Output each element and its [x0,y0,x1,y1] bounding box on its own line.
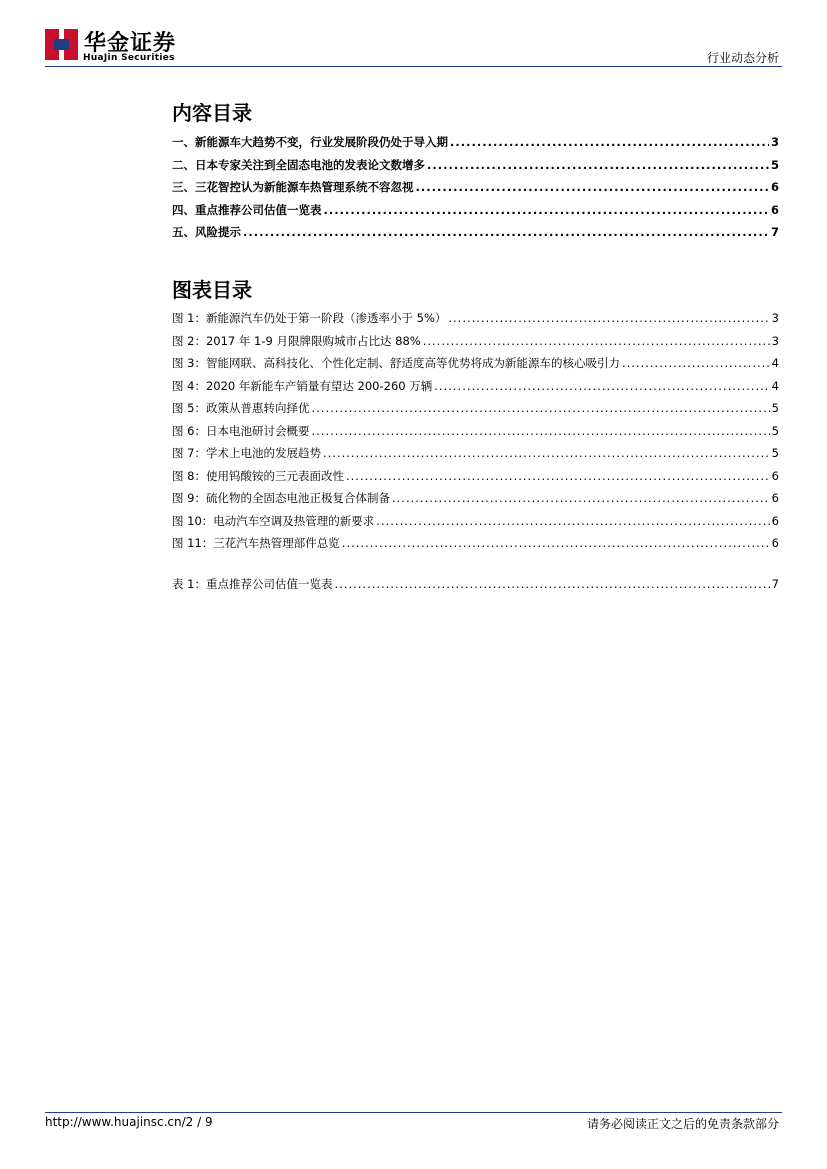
toc-entry[interactable] [172,179,779,202]
dot-leader [311,401,769,415]
toc-entry-text: 一、新能源车大趋势不变，行业发展阶段仍处于导入期 [172,135,448,149]
footer-url-page: http://www.huajinsc.cn/2 / 9 [45,1115,213,1129]
toc-entry[interactable] [172,134,779,157]
logo-chinese-name: 华金证券 [84,31,177,56]
company-logo [45,29,187,63]
toc-entry-page-number: 7 [770,225,779,239]
toc-entry[interactable] [172,202,779,225]
figure-entry[interactable] [172,490,779,513]
figure-entry-text: 图 1：新能源汽车仍处于第一阶段（渗透率小于 5%） [172,311,447,325]
dot-leader [416,180,769,194]
figure-entry-page-number: 4 [771,356,779,370]
figure-entry-text: 图 8：使用钨酸铵的三元表面改性 [172,468,344,483]
toc-list [172,134,779,247]
figure-entry[interactable] [172,400,779,423]
dot-leader [448,311,769,325]
footer-disclaimer: 请务必阅读正文之后的免责条款部分 [586,1117,779,1131]
dot-leader [450,135,769,149]
figure-entry-text: 图 6：日本电池研讨会概要 [172,423,310,438]
toc-entry-text: 四、重点推荐公司估值一览表 [172,202,322,217]
figure-entry-text: 图 9：硫化物的全固态电池正极复合体制备 [172,491,390,505]
figure-entry[interactable] [172,513,779,536]
dot-leader [323,446,770,460]
figure-entry-text: 图 2：2017 年 1-9 月限牌限购城市占比达 88% [172,333,421,348]
table-entry-text: 表 1：重点推荐公司估值一览表 [172,577,333,591]
dot-leader [622,356,770,370]
dot-leader [243,225,769,239]
huajin-logo-icon [45,29,78,60]
table-entry[interactable] [172,576,779,599]
figure-entry[interactable] [172,423,779,446]
dot-leader [346,469,770,483]
figure-entry-page-number: 5 [771,401,779,415]
dot-leader [376,514,769,528]
dot-leader [423,334,770,348]
figure-entry-text: 图 4：2020 年新能车产销量有望达 200-260 万辆 [172,378,433,393]
header-rule [45,66,782,67]
figure-entry-page-number: 3 [771,311,779,325]
figure-entry-page-number: 5 [771,423,779,438]
figure-entry-text: 图 5：政策从普惠转向择优 [172,401,310,415]
dot-leader [334,577,769,591]
toc-entry-text: 五、风险提示 [172,225,241,239]
toc-entry-page-number: 3 [770,135,779,149]
toc-entry-page-number: 5 [770,157,779,172]
figure-entry[interactable] [172,445,779,468]
figure-entry[interactable] [172,468,779,491]
figure-entry[interactable] [172,310,779,333]
figures-title: 图表目录 [172,278,252,302]
dot-leader [342,536,770,550]
figure-entry-page-number: 5 [771,446,779,460]
figure-entry[interactable] [172,378,779,401]
figure-entry-page-number: 6 [771,513,779,528]
footer-rule [45,1112,782,1113]
toc-entry[interactable] [172,224,779,247]
figure-entry-text: 图 11：三花汽车热管理部件总览 [172,536,340,550]
logo-english-name: HuaJin Securities [83,53,175,63]
figure-entry-page-number: 3 [771,333,779,348]
figure-entry-page-number: 6 [771,491,779,505]
toc-entry-page-number: 6 [770,202,779,217]
dot-leader [324,203,769,217]
report-type-label: 行业动态分析 [706,51,779,65]
dot-leader [392,491,770,505]
dot-leader [311,424,769,438]
figure-entry-text: 图 10：电动汽车空调及热管理的新要求 [172,513,375,528]
toc-entry-text: 三、三花智控认为新能源车热管理系统不容忽视 [172,180,414,194]
dot-leader [434,379,769,393]
toc-title: 内容目录 [172,101,252,125]
figure-entry[interactable] [172,355,779,378]
figures-list [172,310,779,558]
figure-entry-text: 图 7：学术上电池的发展趋势 [172,446,321,460]
figure-entry[interactable] [172,333,779,356]
figure-entry-page-number: 6 [771,536,779,550]
figure-entry-page-number: 6 [771,468,779,483]
toc-entry-page-number: 6 [770,180,779,194]
figure-entry-text: 图 3：智能网联、高科技化、个性化定制、舒适度高等优势将成为新能源车的核心吸引力 [172,356,620,370]
toc-entry-text: 二、日本专家关注到全固态电池的发表论文数增多 [172,157,425,172]
tables-list [172,576,779,599]
dot-leader [427,158,769,172]
table-entry-page-number: 7 [771,577,779,591]
figure-entry-page-number: 4 [771,378,779,393]
toc-entry[interactable] [172,157,779,180]
figure-entry[interactable] [172,535,779,558]
